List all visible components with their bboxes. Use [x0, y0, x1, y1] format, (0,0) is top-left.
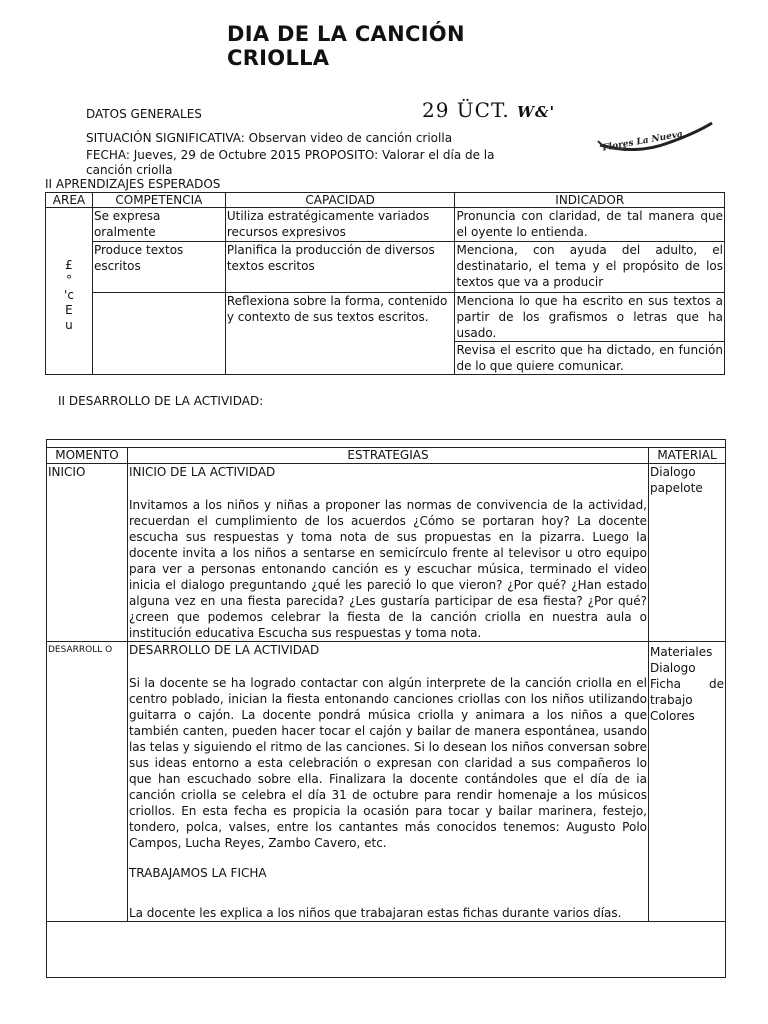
material-item: papelote: [650, 481, 703, 495]
table-row: [47, 464, 726, 642]
fecha-proposito: [86, 148, 526, 178]
material-item: Dialogo: [650, 661, 696, 675]
material-cell: [649, 464, 726, 642]
material-item: Materiales: [650, 645, 713, 659]
table-header-row: [46, 193, 725, 208]
column-header-capacidad: CAPACIDAD: [225, 193, 455, 208]
page-title: [227, 22, 465, 70]
column-header-competencia: COMPETENCIA: [92, 193, 225, 208]
estrategias-cell: [127, 642, 648, 922]
table-header-row: [47, 448, 726, 464]
table-row: [47, 642, 726, 922]
competencia-cell: Se expresa oralmente: [92, 208, 225, 242]
column-header-material: MATERIAL: [649, 448, 726, 464]
table-row: [46, 242, 725, 293]
area-glyph: £: [65, 258, 73, 272]
area-glyph: E: [65, 303, 73, 317]
column-header-estrategias: ESTRATEGIAS: [127, 448, 648, 464]
aprendizajes-heading: II APRENDIZAJES ESPERADOS: [45, 177, 221, 191]
paragraph: La docente les explica a los niños que trabajaran estas fichas durante varios días.: [128, 906, 622, 920]
area-cell: [46, 208, 93, 375]
competencia-cell: [92, 293, 225, 375]
column-header-momento: MOMENTO: [47, 448, 128, 464]
section-title: DESARROLLO DE LA ACTIVIDAD: [128, 643, 320, 657]
area-glyph: 'c: [64, 288, 74, 302]
title-line-2: CRIOLLA: [227, 46, 330, 70]
column-header-indicador: INDICADOR: [455, 193, 725, 208]
desarrollo-heading: II DESARROLLO DE LA ACTIVIDAD:: [58, 394, 264, 408]
paragraph: Si la docente se ha logrado contactar con algún interprete de la canción criolla en el centro poblado, inician la fiesta entonando canciones criollas con los niños utilizando guitarra o cajón. La docente pondrá música criolla y animara a los niños a que también canten, pueden hacer tocar el cajón y bailar de manera espontánea, usando las telas y siguiendo el ritmo de las canciones. Si lo desean los niños conversan sobre sus ideas entorno a esta celebración o expresan con claridad a sus compañeros lo que han escuchado sobre ella. Finalizara la docente contándoles que el día de ia canción criolla se celebra el día 31 de octubre para rendir homenaje a los músicos criollos. En esta fecha es propicia la ocasión para tocar y bailar marinera, festejo, tondero, polca, valses, entre los cantantes más conocidos tenemos: Augusto Polo Campos, Lucha Reyes, Zambo Cavero, etc.: [128, 676, 647, 850]
estrategias-cell: [127, 464, 648, 642]
paragraph: Invitamos a los niños y niñas a proponer las normas de convivencia de la actividad, recuerdan el cumplimiento de los acuerdos ¿Cómo se portaran hoy? La docente escucha sus respuestas y toma nota de sus propuestas en la pizarra. Luego la docente invita a los niños a sentarse en semicírculo frente al televisor u otro equipo para ver a personas entonando canción es y escuchar música, terminado el video inicia el dialogo preguntando ¿qué les pareció lo que vieron? ¿Por qué? ¿Han estado alguna vez en una fiesta parecida? ¿Les gustaría participar de esa fiesta? ¿Por qué? ¿creen que podemos celebrar la fiesta de la canción criolla en nuestra aula o institución educativa Escucha sus respuestas y toma nota.: [128, 498, 647, 640]
section-title: INICIO DE LA ACTIVIDAD: [128, 465, 276, 479]
momento-cell: INICIO: [47, 464, 128, 642]
fecha-line-2: canción criolla: [86, 163, 173, 177]
fecha-line-1: FECHA: Jueves, 29 de Octubre 2015 PROPOSITO: Valorar el día de la: [86, 148, 495, 162]
desarrollo-table-frame: [46, 439, 726, 978]
title-line-1: DIA DE LA CANCIÓN: [227, 22, 465, 46]
aprendizajes-table: [45, 192, 725, 375]
svg-text:Flores La Nueva: Flores La Nueva: [601, 129, 684, 154]
handwritten-date-text: 29 ÜCT.: [422, 98, 510, 122]
handwritten-tail: W&': [517, 103, 556, 121]
momento-cell: DESARROLL O: [47, 642, 128, 922]
section-subtitle: TRABAJAMOS LA FICHA: [128, 866, 267, 880]
capacidad-cell: Reflexiona sobre la forma, contenido y contexto de sus textos escritos.: [225, 293, 455, 375]
material-item: Colores: [650, 709, 695, 723]
capacidad-cell: Utiliza estratégicamente variados recursos expresivos: [225, 208, 455, 242]
area-glyph: u: [65, 318, 73, 332]
handwritten-date: [422, 98, 555, 122]
indicador-cell: Pronuncia con claridad, de tal manera que el oyente lo entienda.: [455, 208, 725, 242]
table-row: [46, 208, 725, 242]
column-header-area: AREA: [46, 193, 93, 208]
capacidad-cell: Planifica la producción de diversos textos escritos: [225, 242, 455, 293]
stamp-seal: [596, 121, 714, 159]
situacion-significativa: SITUACIÓN SIGNIFICATIVA: Observan video de canción criolla: [86, 131, 453, 145]
material-item: Ficha de trabajo: [650, 677, 724, 707]
indicador-cell: Menciona, con ayuda del adulto, el destinatario, el tema y el propósito de los textos que va a producir: [455, 242, 725, 293]
material-item: Dialogo: [650, 465, 696, 479]
indicador-cell: Revisa el escrito que ha dictado, en función de lo que quiere comunicar.: [456, 343, 723, 373]
indicador-cell: Menciona lo que ha escrito en sus textos a partir de los grafismos o letras que ha usado.: [456, 294, 723, 340]
desarrollo-table: [46, 447, 726, 922]
table-row: [46, 293, 725, 342]
material-cell: [649, 642, 726, 922]
competencia-cell: Produce textos escritos: [92, 242, 225, 293]
area-glyph: °: [65, 273, 72, 287]
datos-generales: DATOS GENERALES: [86, 107, 202, 121]
